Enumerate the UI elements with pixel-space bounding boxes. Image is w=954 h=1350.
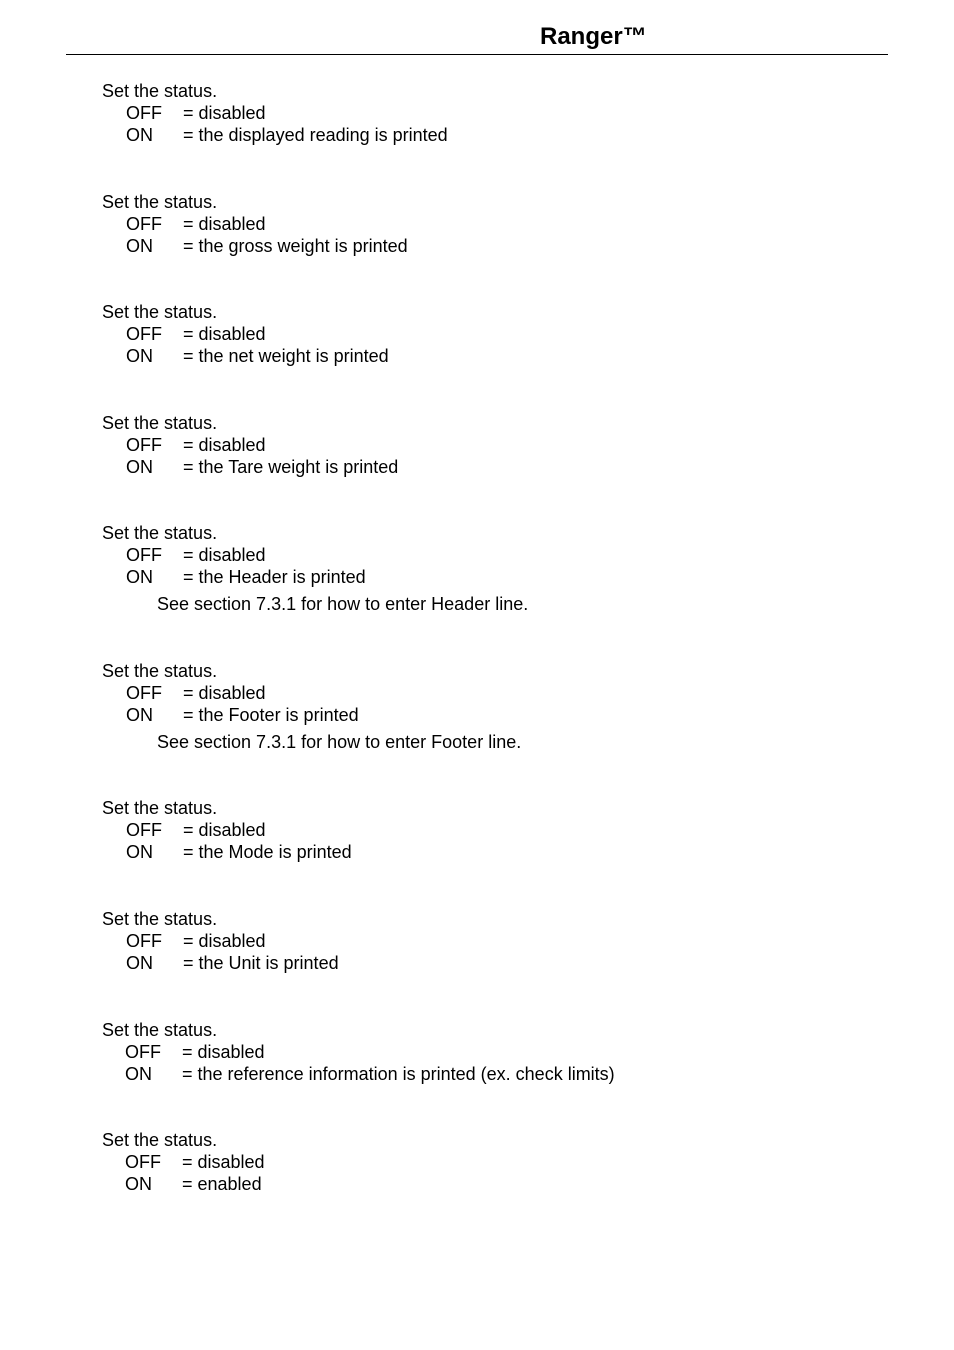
on-description: = the Unit is printed xyxy=(183,953,339,973)
section-displayed-reading xyxy=(102,80,862,146)
section-reference-info xyxy=(102,1019,862,1085)
off-label: OFF xyxy=(126,931,162,951)
on-option-row xyxy=(102,704,862,726)
off-label: OFF xyxy=(126,545,162,565)
on-label: ON xyxy=(125,1064,152,1084)
off-option-row xyxy=(102,1041,862,1063)
on-description: = the displayed reading is printed xyxy=(183,125,448,145)
on-label: ON xyxy=(126,953,153,973)
off-label: OFF xyxy=(126,683,162,703)
off-option-row xyxy=(102,930,862,952)
off-option-row xyxy=(102,213,862,235)
off-description: = disabled xyxy=(182,1152,265,1172)
status-label: Set the status. xyxy=(102,798,218,818)
off-description: = disabled xyxy=(183,931,266,951)
on-label: ON xyxy=(126,457,153,477)
off-label: OFF xyxy=(126,103,162,123)
page-title: Ranger™ xyxy=(540,23,647,50)
on-option-row xyxy=(102,841,862,863)
off-option-row xyxy=(102,819,862,841)
status-label: Set the status. xyxy=(102,909,218,929)
off-description: = disabled xyxy=(183,214,266,234)
off-option-row xyxy=(102,102,862,124)
on-option-row xyxy=(102,235,862,257)
off-description: = disabled xyxy=(183,820,266,840)
on-option-row xyxy=(102,566,862,588)
status-label: Set the status. xyxy=(102,192,218,212)
on-description: = the Tare weight is printed xyxy=(183,457,399,477)
off-label: OFF xyxy=(126,214,162,234)
section-enabled xyxy=(102,1129,862,1195)
on-option-row xyxy=(102,456,862,478)
on-option-row xyxy=(102,1063,862,1085)
on-label: ON xyxy=(126,567,153,587)
off-description: = disabled xyxy=(183,103,266,123)
section-footer xyxy=(102,660,862,753)
status-label: Set the status. xyxy=(102,413,218,433)
on-description: = the net weight is printed xyxy=(183,346,389,366)
on-option-row xyxy=(102,124,862,146)
off-label: OFF xyxy=(125,1152,161,1172)
on-description: = the Header is printed xyxy=(183,567,366,587)
section-header xyxy=(102,522,862,615)
off-option-row xyxy=(102,434,862,456)
off-option-row xyxy=(102,1151,862,1173)
off-label: OFF xyxy=(126,820,162,840)
section-unit xyxy=(102,908,862,974)
footer-note: See section 7.3.1 for how to enter Footer line. xyxy=(157,732,522,752)
on-description: = enabled xyxy=(182,1174,262,1194)
off-option-row xyxy=(102,544,862,566)
off-description: = disabled xyxy=(183,435,266,455)
section-tare-weight xyxy=(102,412,862,478)
on-label: ON xyxy=(126,125,153,145)
section-gross-weight xyxy=(102,191,862,257)
off-label: OFF xyxy=(125,1042,161,1062)
off-label: OFF xyxy=(126,324,162,344)
status-label: Set the status. xyxy=(102,302,218,322)
off-option-row xyxy=(102,323,862,345)
section-mode xyxy=(102,797,862,863)
off-label: OFF xyxy=(126,435,162,455)
on-option-row xyxy=(102,345,862,367)
section-net-weight xyxy=(102,301,862,367)
header-note: See section 7.3.1 for how to enter Header line. xyxy=(157,594,529,614)
on-description: = the Footer is printed xyxy=(183,705,359,725)
header-divider xyxy=(66,54,888,55)
status-label: Set the status. xyxy=(102,1130,218,1150)
status-label: Set the status. xyxy=(102,523,218,543)
off-description: = disabled xyxy=(183,324,266,344)
on-description: = the Mode is printed xyxy=(183,842,352,862)
status-label: Set the status. xyxy=(102,661,218,681)
off-description: = disabled xyxy=(183,545,266,565)
status-label: Set the status. xyxy=(102,81,218,101)
on-label: ON xyxy=(126,346,153,366)
on-description: = the gross weight is printed xyxy=(183,236,408,256)
on-label: ON xyxy=(125,1174,152,1194)
on-label: ON xyxy=(126,842,153,862)
status-label: Set the status. xyxy=(102,1020,218,1040)
on-label: ON xyxy=(126,705,153,725)
off-description: = disabled xyxy=(183,683,266,703)
on-description: = the reference information is printed (ex. check limits) xyxy=(182,1064,615,1084)
on-label: ON xyxy=(126,236,153,256)
on-option-row xyxy=(102,1173,862,1195)
off-option-row xyxy=(102,682,862,704)
off-description: = disabled xyxy=(182,1042,265,1062)
on-option-row xyxy=(102,952,862,974)
